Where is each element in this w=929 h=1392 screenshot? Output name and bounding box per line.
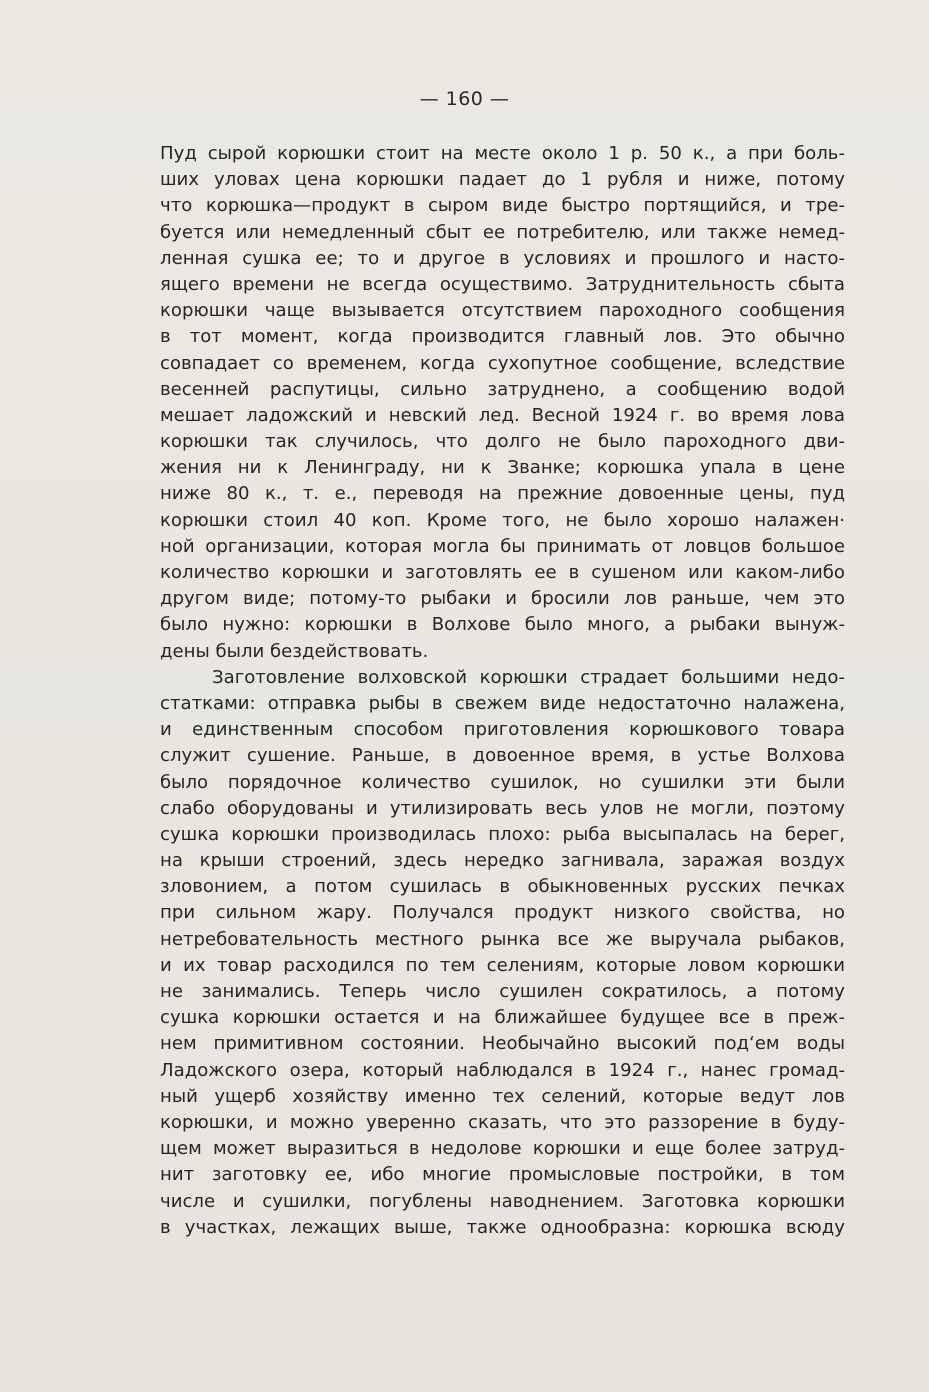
text-line: нетребовательность местного рынка все же выручала рыбаков,: [160, 928, 845, 950]
paragraph: [160, 141, 845, 665]
text-line: количество корюшки и заготовлять ее в сушеном или каком-либо: [160, 562, 845, 583]
text-line: нем примитивном состоянии. Необычайно высокий под‘ем воды: [160, 1033, 845, 1055]
text-line: и единственным способом приготовления корюшкового товара: [160, 719, 845, 741]
text-line: было нужно: корюшки в Волхове было много, а рыбаки вынуж-: [160, 614, 845, 636]
text-line: числе и сушилки, погублены наводнением. Заготовка корюшки: [160, 1190, 845, 1212]
text-line: было порядочное количество сушилок, но сушилки эти были: [160, 771, 845, 793]
text-line: ящего времени не всегда осуществимо. Затруднительность сбыта: [160, 273, 845, 295]
text-line: Пуд сырой корюшки стоит на месте около 1 р. 50 к., а при боль-: [160, 143, 845, 164]
text-line: корюшки, и можно уверенно сказать, что это раззорение в буду-: [160, 1111, 845, 1133]
text-line: Заготовление волховской корюшки страдает большими недо-: [212, 666, 845, 688]
text-line: ниже 80 к., т. е., переводя на прежние довоенные цены, пуд: [160, 483, 845, 505]
text-line: ших уловах цена корюшки падает до 1 рубля и ниже, потому: [160, 169, 845, 191]
text-line: весенней распутицы, сильно затруднено, а сообщению водой: [160, 378, 845, 400]
text-line: жения ни к Ленинграду, ни к Званке; корюшка упала в цене: [160, 457, 845, 479]
text-line: Ладожского озера, который наблюдался в 1924 г., нанес громад-: [160, 1059, 845, 1081]
text-line: при сильном жару. Получался продукт низкого свойства, но: [160, 902, 845, 924]
text-line: статками: отправка рыбы в свежем виде недостаточно налажена,: [160, 692, 845, 714]
text-line: и их товар расходился по тем селениям, которые ловом корюшки: [160, 954, 845, 976]
text-line: на крыши строений, здесь нередко загнивала, заражая воздух: [160, 850, 845, 872]
text-line: ной организации, которая могла бы принимать от ловцов большое: [160, 535, 845, 557]
text-line: щем может выразиться в недолове корюшки и еще более затруд-: [160, 1138, 845, 1160]
text-line: корюшки стоил 40 коп. Кроме того, не было хорошо налажен·: [160, 509, 845, 531]
text-line: в тот момент, когда производится главный лов. Это обычно: [160, 326, 845, 348]
text-line: сушка корюшки остается и на ближайшее будущее все в преж-: [160, 1007, 845, 1029]
body-text: [160, 141, 845, 1241]
page-number: — 160 —: [419, 88, 510, 110]
text-line: нит заготовку ее, ибо многие промысловые постройки, в том: [160, 1164, 845, 1186]
text-line: другом виде; потому-то рыбаки и бросили лов раньше, чем это: [160, 588, 845, 610]
text-line: совпадает со временем, когда сухопутное сообщение, вследствие: [160, 352, 845, 374]
text-line: служит сушение. Раньше, в довоенное время, в устье Волхова: [160, 745, 845, 767]
text-line: корюшки так случилось, что долго не было пароходного дви-: [160, 431, 845, 453]
text-line: дены были бездействовать.: [160, 640, 429, 662]
text-line: в участках, лежащих выше, также однообразна: корюшка всюду: [160, 1216, 845, 1238]
text-line: зловонием, а потом сушилась в обыкновенных русских печках: [160, 876, 845, 898]
text-line: слабо оборудованы и утилизировать весь улов не могли, поэтому: [160, 797, 845, 819]
text-line: не занимались. Теперь число сушилен сократилось, а потому: [160, 981, 845, 1002]
text-line: сушка корюшки производилась плохо: рыба высыпалась на берег,: [160, 823, 845, 845]
paragraph: [160, 665, 845, 1241]
text-line: корюшки чаще вызывается отсутствием пароходного сообщения: [160, 300, 845, 322]
text-line: буется или немедленный сбыт ее потребителю, или также немед-: [160, 221, 845, 243]
text-line: ный ущерб хозяйству именно тех селений, которые ведут лов: [160, 1085, 845, 1107]
text-line: ленная сушка ее; то и другое в условиях и прошлого и насто-: [160, 247, 845, 269]
text-line: мешает ладожский и невский лед. Весной 1924 г. во время лова: [160, 404, 845, 426]
text-line: что корюшка—продукт в сыром виде быстро портящийся, и тре-: [160, 195, 845, 217]
